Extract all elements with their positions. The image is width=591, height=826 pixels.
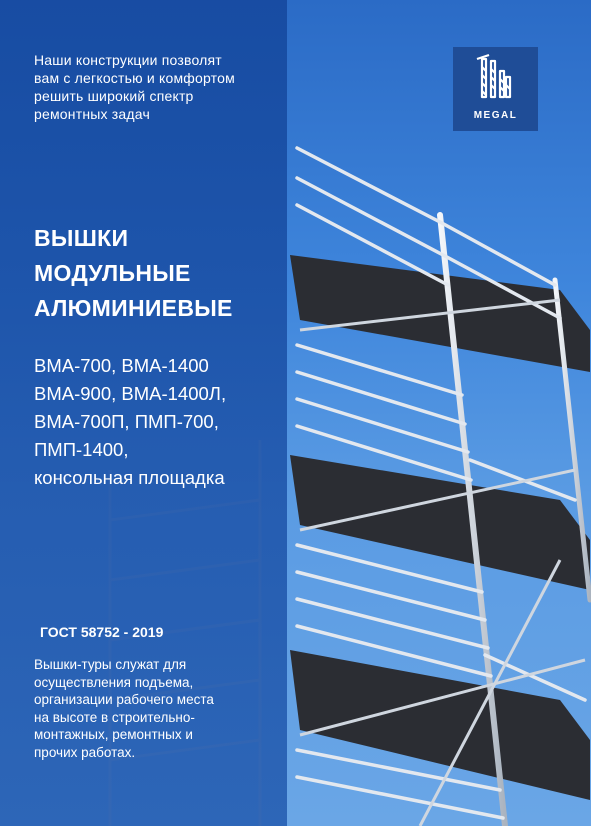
intro-line: Наши конструкции позволят xyxy=(34,52,222,68)
model-line: ВМА-900, ВМА-1400Л, xyxy=(34,383,227,404)
model-list xyxy=(34,352,226,492)
intro-text xyxy=(34,51,235,123)
model-line: ВМА-700П, ПМП-700, xyxy=(34,411,219,432)
page-title xyxy=(34,221,233,326)
model-line: консольная площадка xyxy=(34,467,225,488)
megal-logo xyxy=(453,47,538,131)
model-line: ПМП-1400, xyxy=(34,439,129,460)
description-line: осуществления подъема, xyxy=(34,674,194,690)
brand-name: MEGAL xyxy=(473,110,518,121)
intro-line: вам с легкостью и комфортом xyxy=(34,70,235,86)
megal-tower-logo-icon xyxy=(453,47,538,107)
intro-line: ремонтных задач xyxy=(34,106,150,122)
description-line: Вышки-туры служат для xyxy=(34,657,187,672)
standard-label: ГОСТ 58752 - 2019 xyxy=(40,624,164,640)
description-text xyxy=(34,656,214,761)
description-line: монтажных, ремонтных и xyxy=(34,727,193,742)
description-line: прочих работах. xyxy=(34,744,136,760)
description-line: организации рабочего места xyxy=(34,692,214,707)
title-line: МОДУЛЬНЫЕ xyxy=(34,260,191,286)
model-line: ВМА-700, ВМА-1400 xyxy=(34,355,209,376)
intro-line: решить широкий спектр xyxy=(34,88,194,104)
title-line: АЛЮМИНИЕВЫЕ xyxy=(34,295,233,321)
description-line: на высоте в строительно- xyxy=(34,709,195,725)
title-line: ВЫШКИ xyxy=(34,225,129,251)
